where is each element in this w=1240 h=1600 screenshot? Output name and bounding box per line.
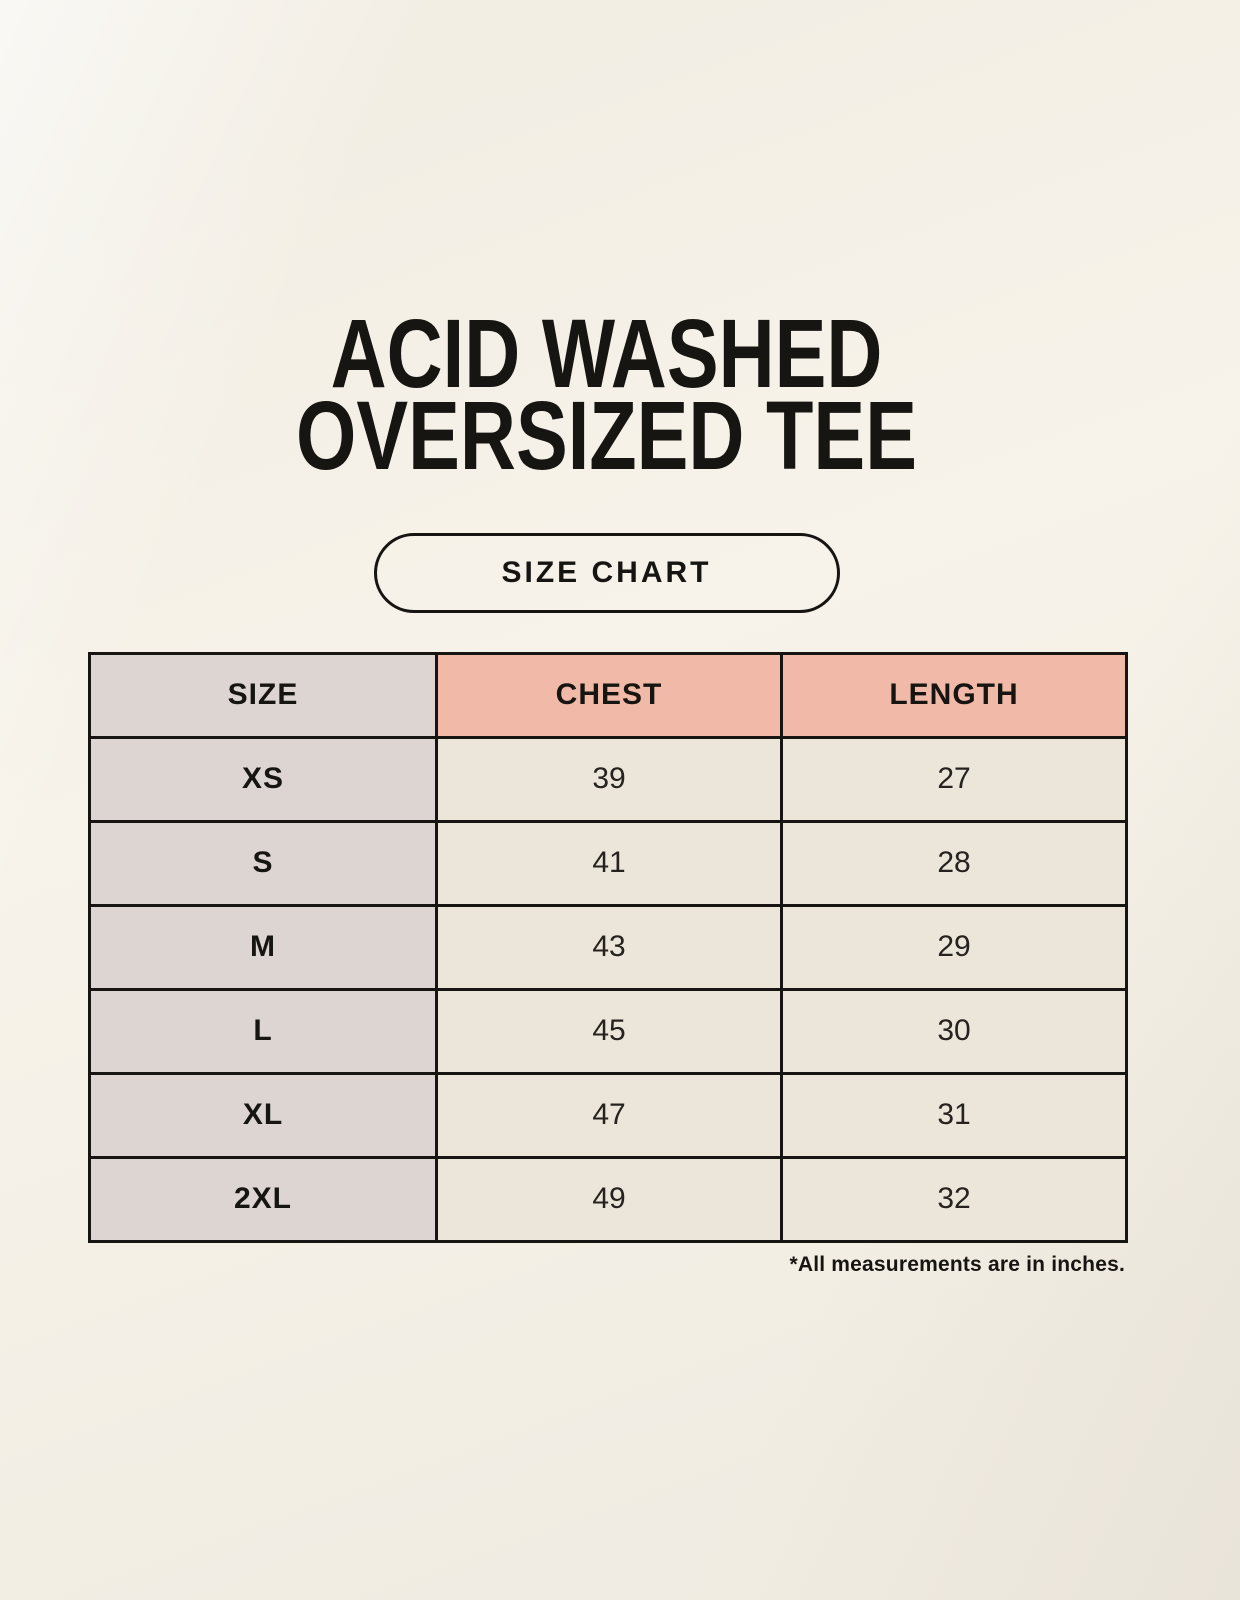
table-row-l: [90, 989, 1127, 1073]
size-chart-button-wrap: [88, 533, 1125, 613]
size-label: XS: [90, 737, 437, 821]
column-header-length: LENGTH: [782, 653, 1127, 737]
table-row-2xl: [90, 1157, 1127, 1241]
size-label: XL: [90, 1073, 437, 1157]
content-column: [88, 0, 1125, 1277]
chest-value: 49: [437, 1157, 782, 1241]
size-label: 2XL: [90, 1157, 437, 1241]
size-chart-table: [88, 652, 1128, 1243]
column-header-size: SIZE: [90, 653, 437, 737]
chest-value: 47: [437, 1073, 782, 1157]
table-row-s: [90, 821, 1127, 905]
length-value: 29: [782, 905, 1127, 989]
length-value: 27: [782, 737, 1127, 821]
measurements-footnote: *All measurements are in inches.: [789, 1252, 1125, 1276]
table-row-m: [90, 905, 1127, 989]
chest-value: 39: [437, 737, 782, 821]
table-row-xs: [90, 737, 1127, 821]
chest-value: 41: [437, 821, 782, 905]
table-header-row: [90, 653, 1127, 737]
chest-value: 43: [437, 905, 782, 989]
table-row-xl: [90, 1073, 1127, 1157]
title-line-2: OVERSIZED TEE: [296, 381, 917, 491]
length-value: 31: [782, 1073, 1127, 1157]
title-line-1: ACID WASHED: [330, 299, 883, 408]
size-label: L: [90, 989, 437, 1073]
size-label: S: [90, 821, 437, 905]
column-header-chest: CHEST: [437, 653, 782, 737]
size-chart-button-label: SIZE CHART: [501, 555, 712, 589]
length-value: 30: [782, 989, 1127, 1073]
page-title: [192, 0, 1022, 491]
size-chart-button[interactable]: [374, 533, 840, 613]
chest-value: 45: [437, 989, 782, 1073]
length-value: 32: [782, 1157, 1127, 1241]
size-label: M: [90, 905, 437, 989]
length-value: 28: [782, 821, 1127, 905]
